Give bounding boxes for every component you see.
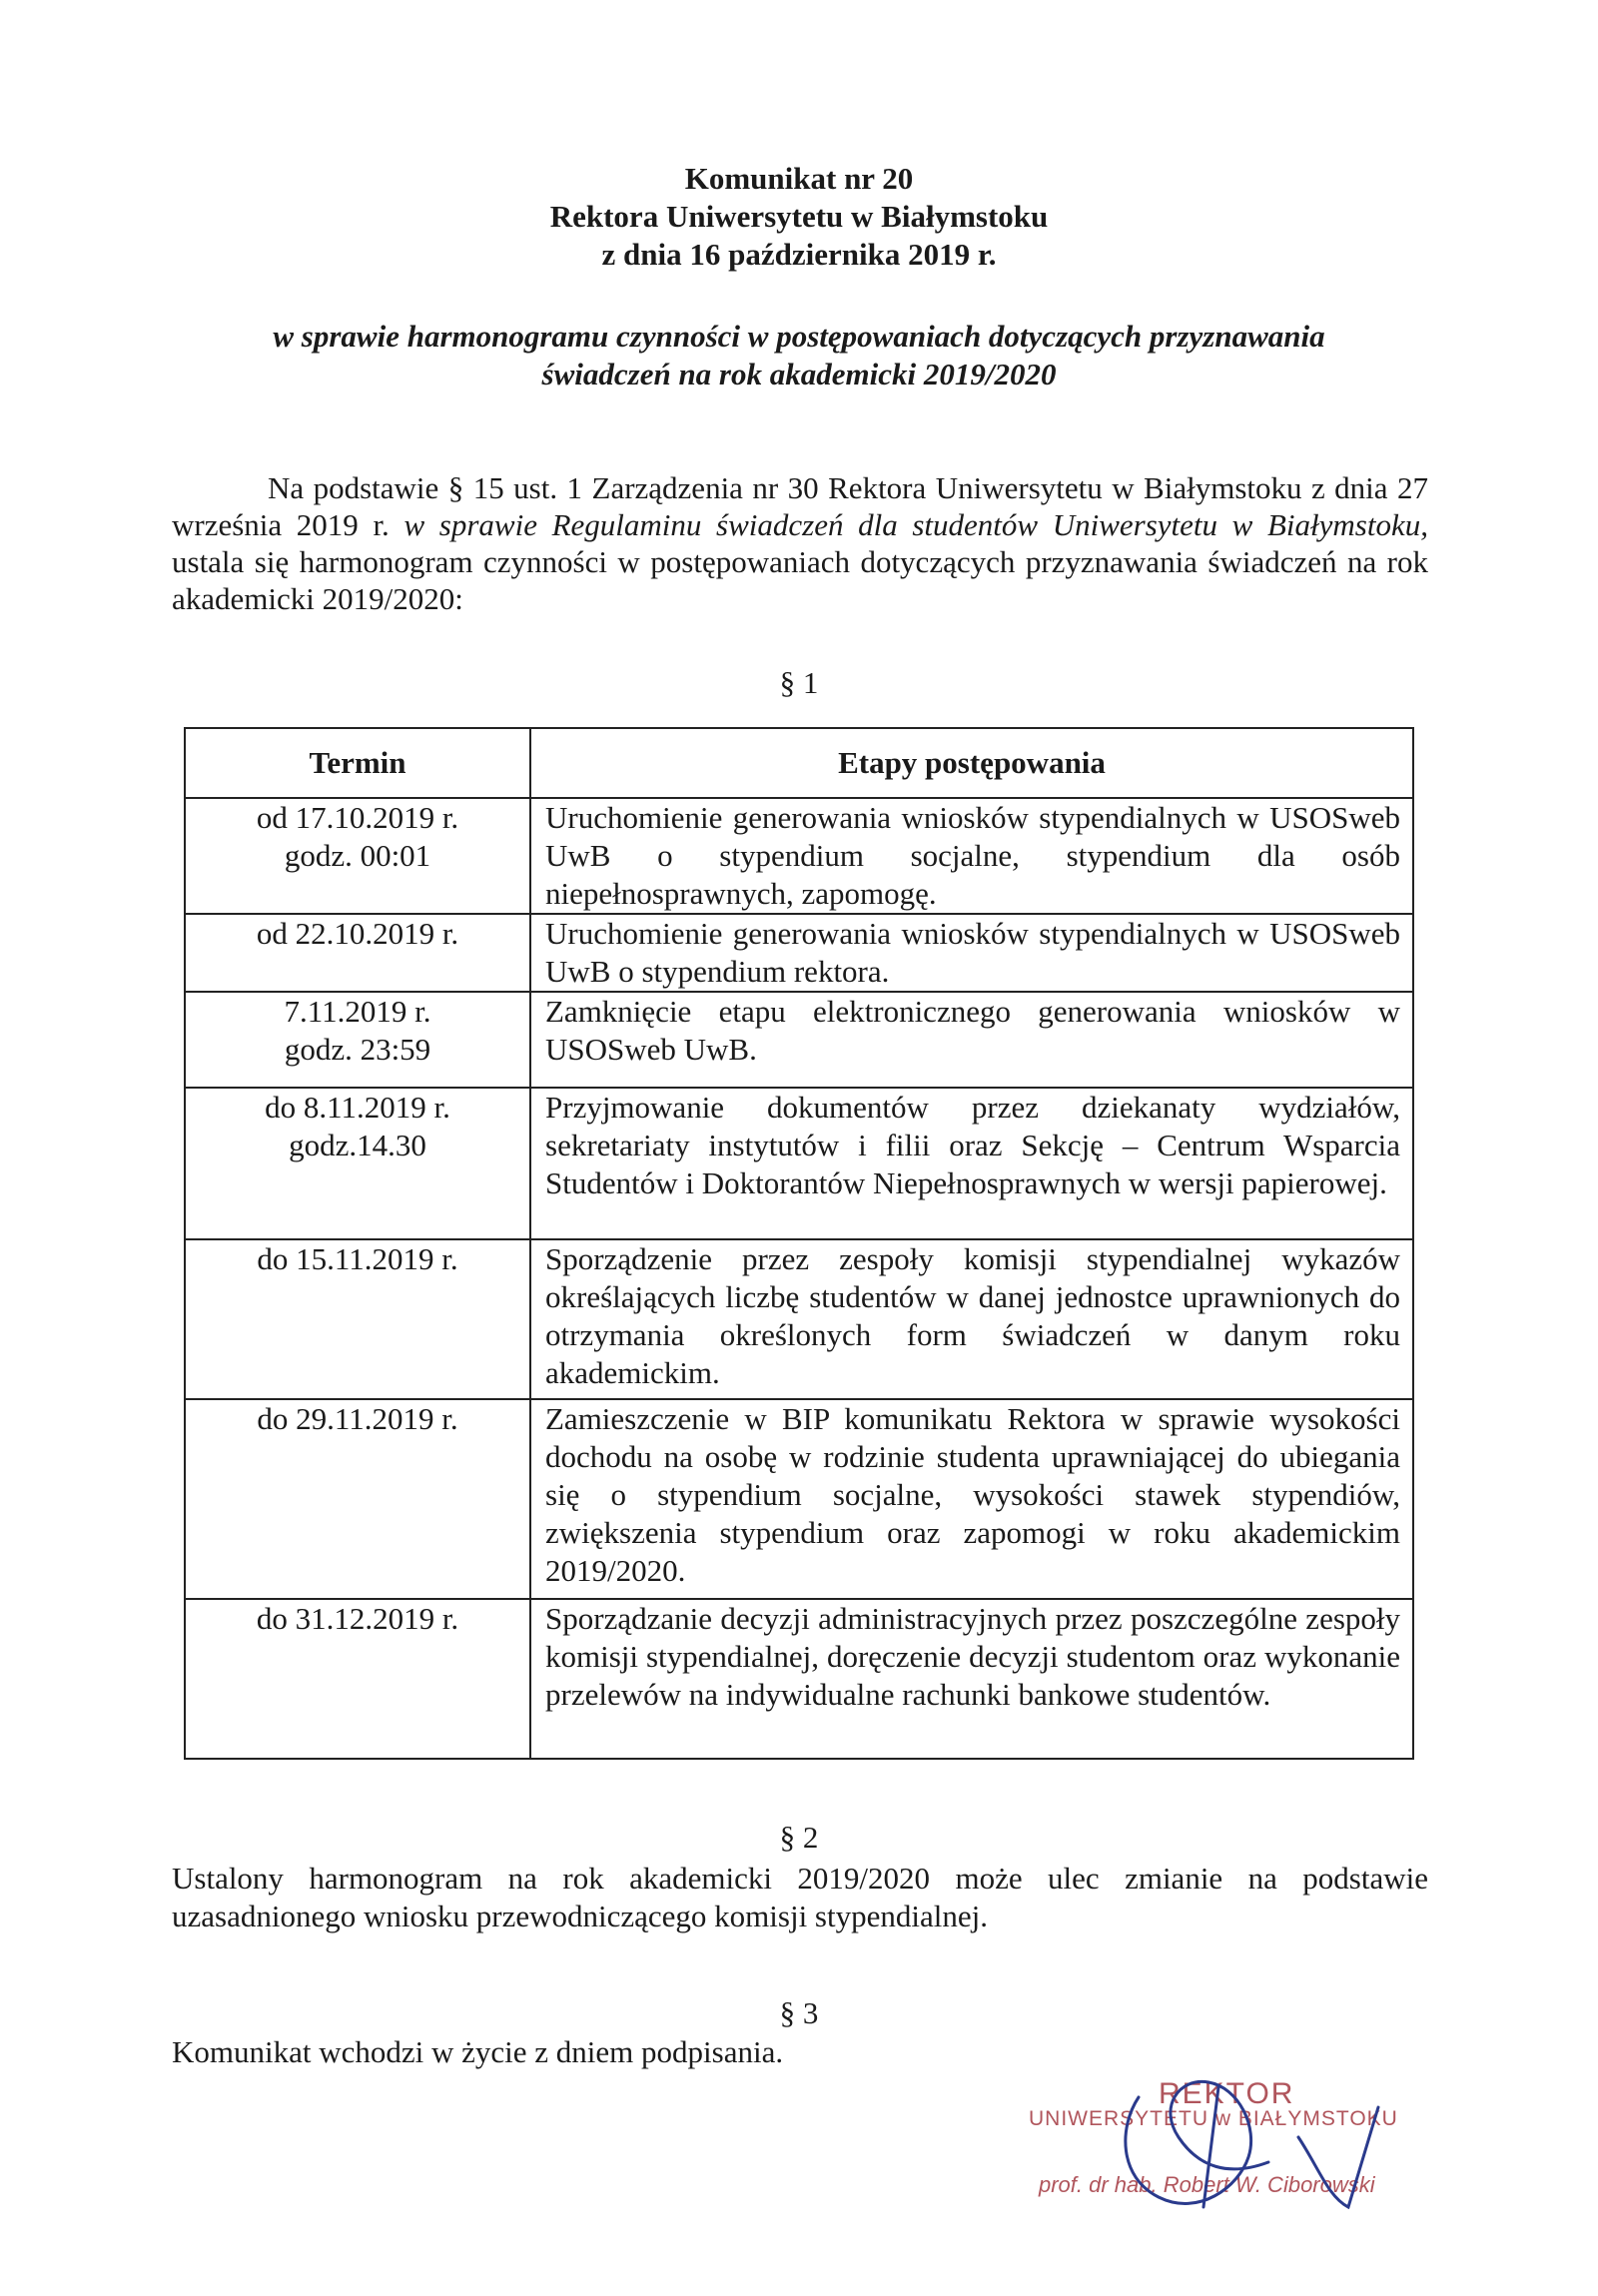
table-row (185, 798, 1413, 914)
table-header-row (185, 728, 1413, 798)
section-1-mark: § 1 (779, 665, 819, 700)
table-row (185, 1599, 1413, 1759)
term-cell (185, 1239, 530, 1399)
header-stage: Etapy postępowania (530, 728, 1413, 798)
schedule-table (184, 727, 1414, 1760)
document-title (0, 160, 1598, 274)
table-row (185, 1399, 1413, 1599)
term-cell (185, 992, 530, 1088)
term-cell (185, 914, 530, 992)
intro-paragraph (172, 469, 1428, 617)
term-date: do 15.11.2019 r. (257, 1241, 458, 1276)
term-cell (185, 1599, 530, 1759)
stage-cell: Zamknięcie etapu elektronicznego generowania wniosków w USOSweb UwB. (530, 992, 1413, 1088)
stage-cell: Sporządzanie decyzji administracyjnych przez poszczególne zespoły komisji stypendialnej, doręczenie decyzji studentom oraz wykonanie przelewów na indywidualne rachunki bankowe studentów. (530, 1599, 1413, 1759)
intro-regulation-name: w sprawie Regulaminu świadczeń dla studentów Uniwersytetu w Białymstoku, (403, 507, 1428, 542)
term-time: godz. 00:01 (284, 838, 431, 873)
stage-cell: Uruchomienie generowania wniosków stypendialnych w USOSweb UwB o stypendium rektora. (530, 914, 1413, 992)
title-line-1: Komunikat nr 20 (684, 161, 914, 196)
term-date: do 8.11.2019 r. (265, 1090, 450, 1125)
document-subject (0, 318, 1598, 393)
term-date: od 22.10.2019 r. (256, 916, 459, 951)
stamp-name: prof. dr hab. Robert W. Ciborowski (1039, 2172, 1375, 2197)
stage-cell: Zamieszczenie w BIP komunikatu Rektora w sprawie wysokości dochodu na osobę w rodzinie studenta uprawniającej do ubiegania się o stypendium socjalne, wysokości stawek stypendiów, zwiększenia stypendium oraz zapomogi w roku akademickim 2019/2020. (530, 1399, 1413, 1599)
stage-cell: Uruchomienie generowania wniosków stypendialnych w USOSweb UwB o stypendium socjalne, stypendium dla osób niepełnosprawnych, zapomogę. (530, 798, 1413, 914)
table-row (185, 1088, 1413, 1239)
term-cell (185, 1088, 530, 1239)
section-3-text: Komunikat wchodzi w życie z dniem podpisania. (172, 2034, 784, 2069)
title-line-2: Rektora Uniwersytetu w Białymstoku (549, 199, 1049, 234)
intro-part-3: ustala się harmonogram czynności w postępowaniach dotyczących przyznawania świadczeń na rok akademicki 2019/2020: (172, 544, 1428, 616)
term-cell (185, 1399, 530, 1599)
handwritten-signature-icon (1099, 2067, 1398, 2217)
intro-part-1: Na podstawie § 15 ust. 1 Zarządzenia nr 30 Rektora Uniwersytetu w Białymstoku z dnia 27 września 2019 r. (172, 470, 1428, 542)
term-cell (185, 798, 530, 914)
stage-cell: Przyjmowanie dokumentów przez dziekanaty wydziałów, sekretariaty instytutów i filii oraz Sekcję – Centrum Wsparcia Studentów i Doktorantów Niepełnosprawnych w wersji papierowej. (530, 1088, 1413, 1239)
section-2-text: Ustalony harmonogram na rok akademicki 2019/2020 może ulec zmianie na podstawie uzasadnionego wniosku przewodniczącego komisji stypendialnej. (172, 1861, 1428, 1933)
table-row (185, 914, 1413, 992)
header-term: Termin (185, 728, 530, 798)
term-date: do 29.11.2019 r. (257, 1401, 458, 1436)
table-row (185, 1239, 1413, 1399)
section-3-mark: § 3 (779, 1995, 819, 2030)
term-date: do 31.12.2019 r. (256, 1601, 459, 1636)
stamp-university: UNIWERSYTETU w BIAŁYMSTOKU (1029, 2107, 1398, 2130)
subject-line-2: świadczeń na rok akademicki 2019/2020 (541, 357, 1057, 391)
section-2-mark: § 2 (779, 1820, 819, 1855)
table-row (185, 992, 1413, 1088)
stamp-title: REKTOR (1159, 2077, 1295, 2110)
term-date: 7.11.2019 r. (284, 994, 431, 1029)
subject-line-1: w sprawie harmonogramu czynności w postępowaniach dotyczących przyznawania (273, 319, 1325, 354)
stage-cell: Sporządzenie przez zespoły komisji stypendialnej wykazów określających liczbę studentów w danej jednostce uprawnionych do otrzymania określonych form świadczeń w danym roku akademickim. (530, 1239, 1413, 1399)
title-line-3: z dnia 16 października 2019 r. (601, 237, 997, 272)
term-time: godz.14.30 (289, 1128, 426, 1162)
term-date: od 17.10.2019 r. (256, 800, 459, 835)
term-time: godz. 23:59 (284, 1032, 431, 1067)
